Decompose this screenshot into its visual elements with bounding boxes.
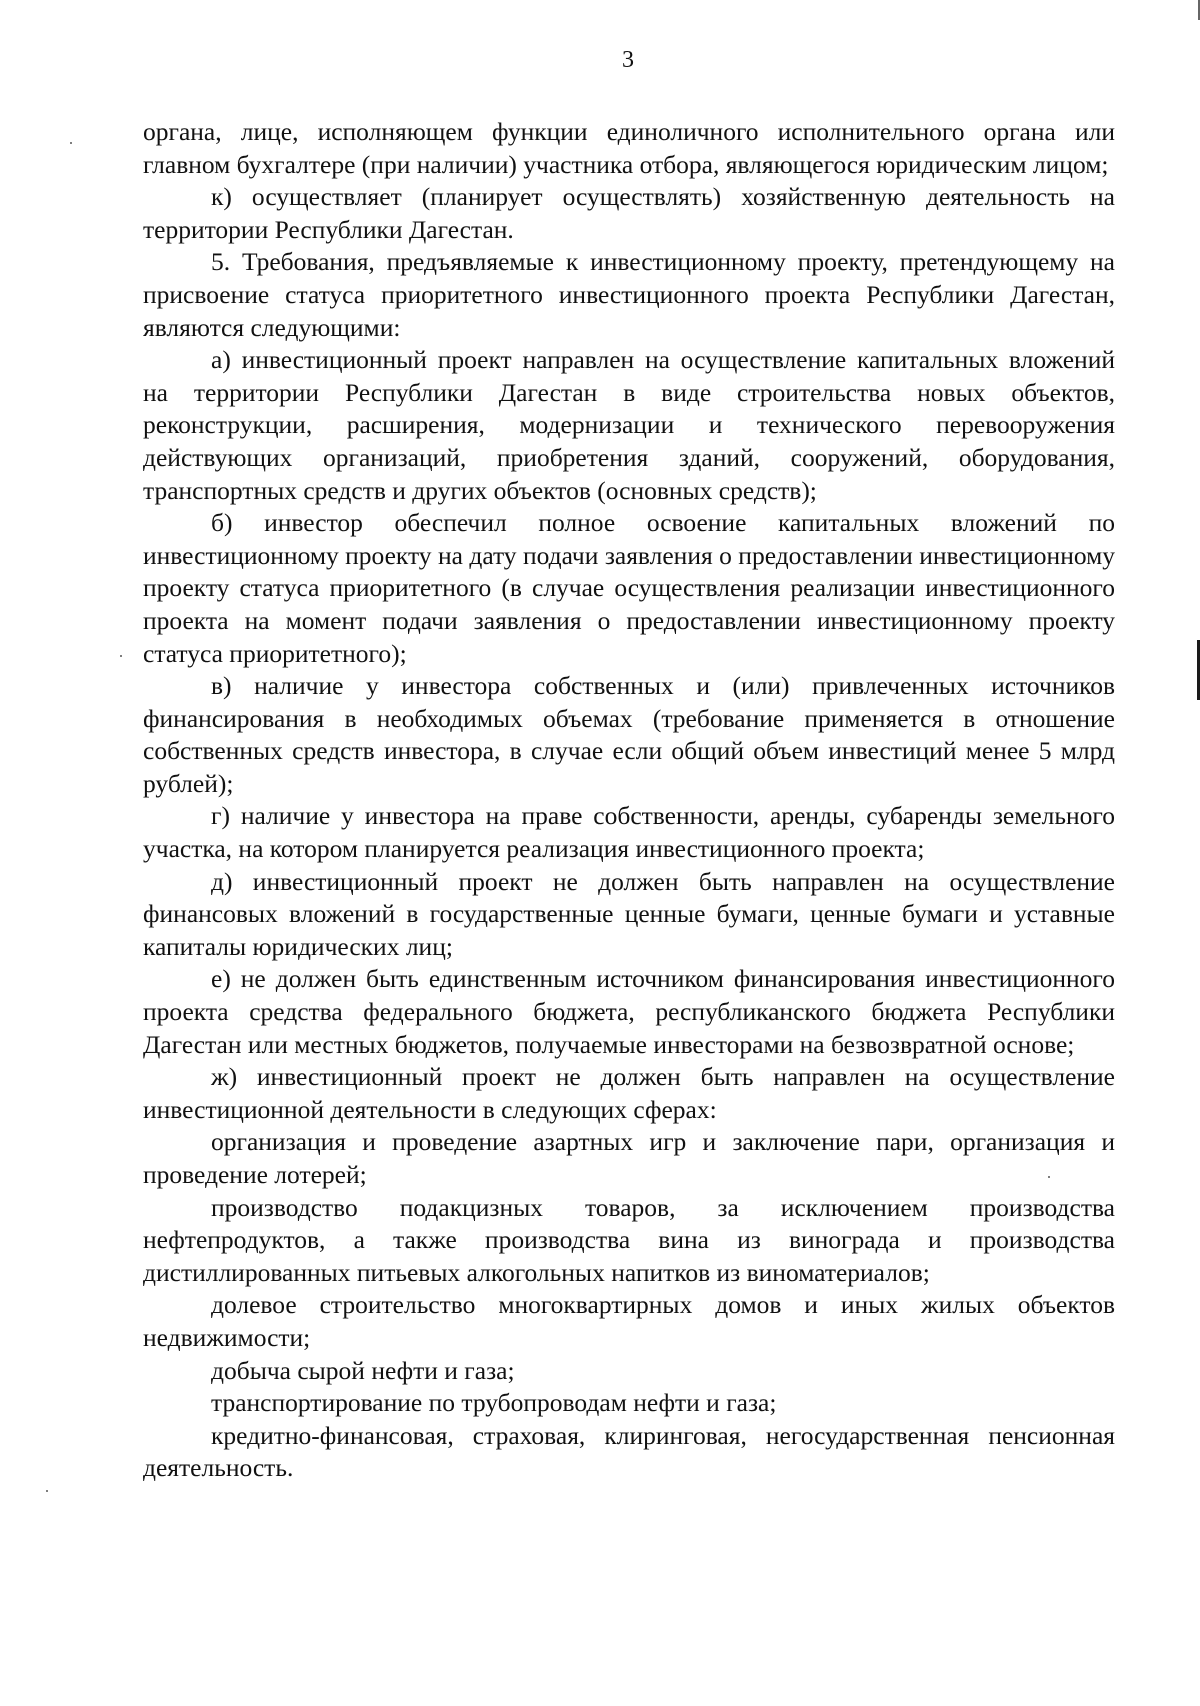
page-number: 3 [622,47,634,73]
paragraph: е) не должен быть единственным источником финансирования инвестиционного проекта средства федерального бюджета, республиканского бюджета Республики Дагестан или местных бюджетов, получаемые инвесторами на безвозвратной основе; [143,964,1115,1059]
paragraph: к) осуществляет (планирует осуществлять) хозяйственную деятельность на территории Республики Дагестан. [143,182,1115,244]
paragraph: долевое строительство многоквартирных домов и иных жилых объектов недвижимости; [143,1290,1115,1352]
paragraph: в) наличие у инвестора собственных и (или) привлеченных источников финансирования в необходимых объемах (требование применяется в отношение собственных средств инвестора, в случае если общий объем инвестиций менее 5 млрд рублей); [143,671,1115,798]
paragraph: добыча сырой нефти и газа; [211,1355,515,1385]
scan-speck [70,142,72,144]
paragraph: 5. Требования, предъявляемые к инвестиционному проекту, претендующему на присвоение статуса приоритетного инвестиционного проекта Республики Дагестан, являются следующими: [143,247,1115,342]
paragraph: органа, лице, исполняющем функции единоличного исполнительного органа или главном бухгалтере (при наличии) участника отбора, являющегося юридическим лицом; [143,117,1115,179]
paragraph: ж) инвестиционный проект не должен быть направлен на осуществление инвестиционной деятельности в следующих сферах: [143,1062,1115,1124]
paragraph: г) наличие у инвестора на праве собственности, аренды, субаренды земельного участка, на котором планируется реализация инвестиционного проекта; [143,801,1115,864]
paragraph: а) инвестиционный проект направлен на осуществление капитальных вложений на территории Республики Дагестан в виде строительства новых объектов, реконструкции, расширения, модернизации и технического перевооружения действующих организаций, приобретения зданий, сооружений, оборудования, транспортных средств и других объектов (основных средств); [143,345,1115,505]
paragraph: б) инвестор обеспечил полное освоение капитальных вложений по инвестиционному проекту на дату подачи заявления о предоставлении инвестиционному проекту статуса приоритетного (в случае осуществления реализации инвестиционного проекта на момент подачи заявления о предоставлении инвестиционному проекту статуса приоритетного); [143,508,1115,668]
paragraph: кредитно-финансовая, страховая, клиринговая, негосударственная пенсионная деятельность. [143,1420,1115,1483]
paragraph: производство подакцизных товаров, за исключением производства нефтепродуктов, а также производства вина из винограда и производства дистиллированных питьевых алкогольных напитков из виноматериалов; [143,1192,1115,1287]
scan-speck [120,655,122,657]
document-body [143,116,1115,1485]
paragraph: организация и проведение азартных игр и заключение пари, организация и проведение лотерей; [143,1127,1115,1189]
paragraph: транспортирование по трубопроводам нефти и газа; [211,1388,777,1418]
scan-speck [46,1490,48,1492]
paragraph: д) инвестиционный проект не должен быть направлен на осуществление финансовых вложений в государственные ценные бумаги, ценные бумаги и уставные капиталы юридических лиц; [143,866,1115,961]
